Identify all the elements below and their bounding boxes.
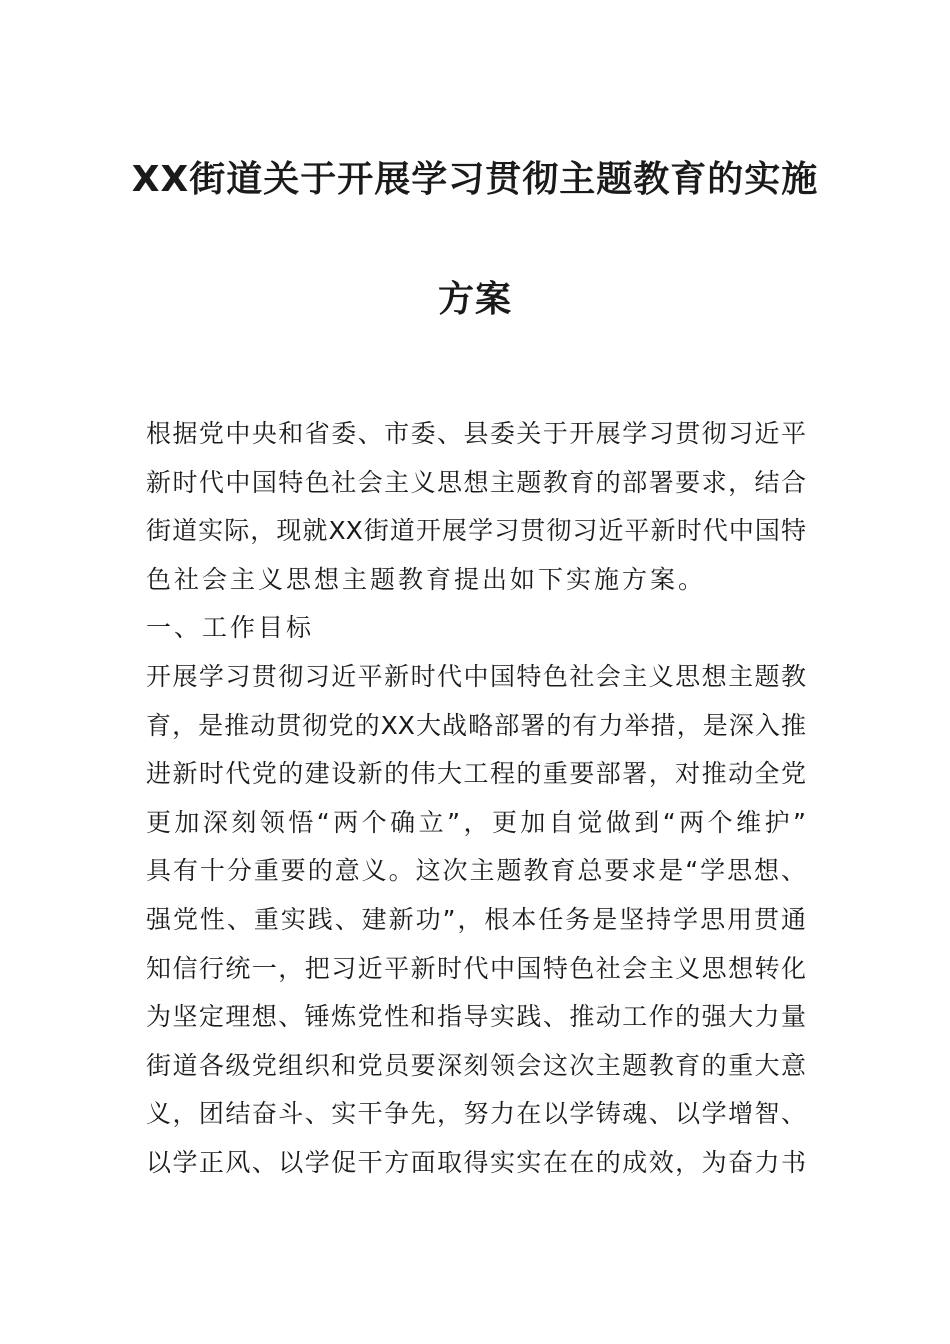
body-line-7: 育，是推动贯彻党的XX大战略部署的有力举措，是深入推	[146, 710, 806, 740]
body-line-15: 义，团结奋斗、实干争先，努力在以学铸魂、以学增智、	[146, 1099, 806, 1129]
body-line-12: 知信行统一，把习近平新时代中国特色社会主义思想转化	[146, 953, 806, 983]
body-line-6: 开展学习贯彻习近平新时代中国特色社会主义思想主题教	[146, 661, 806, 691]
section-heading-work-goals: 一、工作目标	[146, 613, 315, 643]
body-line-9: 更加深刻领悟“两个确立”，更加自觉做到“两个维护”	[146, 807, 806, 837]
body-line-4: 色社会主义思想主题教育提出如下实施方案。	[146, 564, 707, 594]
document-title-line-1: XX街道关于开展学习贯彻主题教育的实施	[131, 159, 819, 200]
body-line-13: 为坚定理想、锤炼党性和指导实践、推动工作的强大力量	[146, 1002, 806, 1032]
body-line-10: 具有十分重要的意义。这次主题教育总要求是“学思想、	[146, 856, 806, 886]
document-body	[146, 410, 806, 1188]
body-line-2: 新时代中国特色社会主义思想主题教育的部署要求，结合	[146, 467, 806, 497]
body-line-1: 根据党中央和省委、市委、县委关于开展学习贯彻习近平	[146, 419, 806, 448]
body-line-8: 进新时代党的建设新的伟大工程的重要部署，对推动全党	[146, 759, 806, 789]
document-title-line-2: 方案	[437, 279, 512, 320]
body-line-11: 强党性、重实践、建新功”，根本任务是坚持学思用贯通	[146, 904, 806, 934]
body-line-3: 街道实际，现就XX街道开展学习贯彻习近平新时代中国特	[146, 516, 806, 546]
body-line-16: 以学正风、以学促干方面取得实实在在的成效，为奋力书	[146, 1147, 806, 1177]
body-line-14: 街道各级党组织和党员要深刻领会这次主题教育的重大意	[146, 1050, 806, 1080]
